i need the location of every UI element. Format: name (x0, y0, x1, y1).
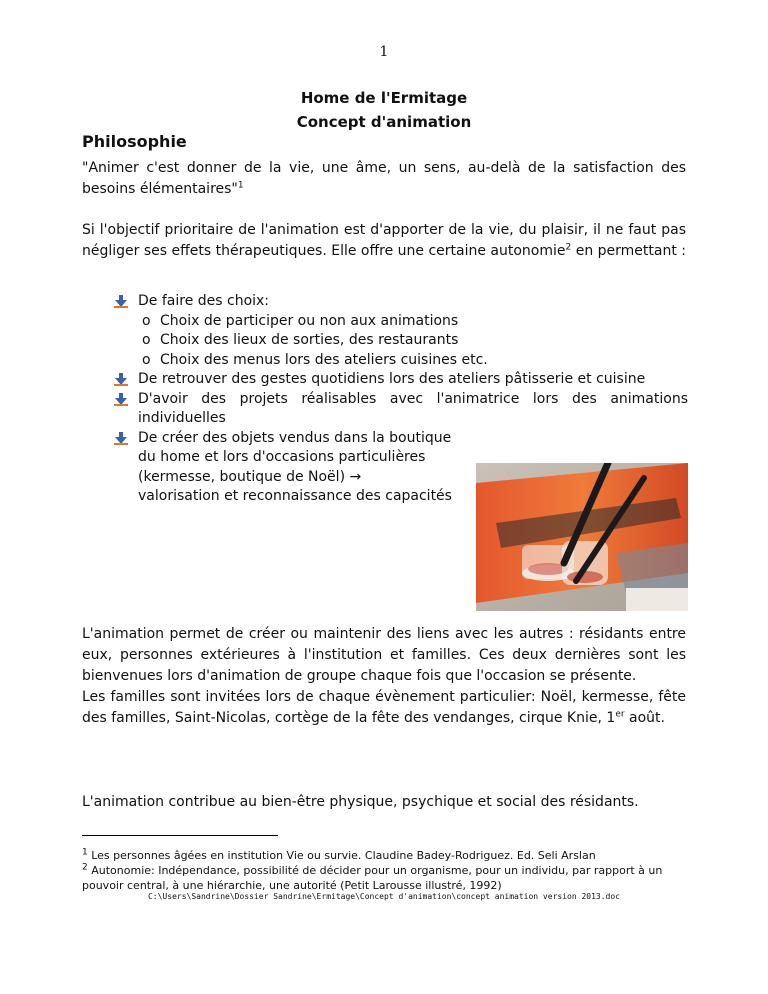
list-item-text: D'avoir des projets réalisables avec l'animatrice lors des animations individuelles (138, 390, 688, 426)
footnote-text: Autonomie: Indépendance, possibilité de décider pour un organisme, pour un individu, par rapport à un pouvoir central, à une hiérarchie, une autorité (Petit Larousse illustré, 1992) (82, 864, 663, 892)
circle-bullet-icon: o (142, 332, 151, 348)
footnote-separator (82, 835, 278, 836)
list-item-text: De créer des objets vendus dans la boutique du home et lors d'occasions particulières (kermesse, boutique de Noël) → (138, 429, 452, 485)
page-number: 1 (379, 44, 389, 60)
footnote-text: Les personnes âgées en institution Vie ou survie. Claudine Badey-Rodriguez. Ed. Seli Arslan (91, 849, 596, 862)
bullet-arrow-icon (114, 373, 128, 386)
paint-jars-photo (476, 463, 688, 611)
footer-file-path: C:\Users\Sandrine\Dossier Sandrine\Ermitage\Concept d'animation\concept animation version 2013.doc (147, 892, 620, 901)
date-number: 1 (606, 710, 616, 726)
list-item (112, 390, 688, 429)
circle-bullet-icon: o (142, 351, 151, 368)
footnote-number: 1 (82, 847, 88, 858)
footnotes (82, 848, 692, 893)
sub-list-item-text: Choix de participer ou non aux animations (160, 312, 459, 329)
footnote-1 (82, 848, 692, 863)
date-month: août. (629, 710, 665, 726)
sub-list-item-text: Choix des menus lors des ateliers cuisines etc. (160, 351, 488, 368)
footnote-ref-2[interactable]: 2 (565, 242, 572, 253)
list-item-text: De retrouver des gestes quotidiens lors des ateliers pâtisserie et cuisine (138, 371, 646, 387)
list-item (112, 292, 688, 312)
list-item (112, 429, 472, 507)
bullet-arrow-icon (114, 393, 128, 406)
title-line-1: Home de l'Ermitage (300, 89, 468, 107)
bullet-arrow-icon (114, 432, 128, 445)
list-item-text-continued: valorisation et reconnaissance des capacités (138, 488, 452, 504)
section-heading: Philosophie (82, 132, 187, 151)
closing-paragraph: L'animation contribue au bien-être physique, psychique et social des résidants. (82, 794, 639, 810)
list-item (112, 370, 688, 390)
relations-paragraph (82, 624, 686, 729)
paint-jars-image (476, 463, 688, 611)
circle-bullet-icon: o (142, 312, 151, 329)
title-line-2: Concept d'animation (296, 113, 472, 131)
sub-list-item (142, 331, 688, 351)
footnote-number: 2 (82, 862, 88, 873)
footnote-2 (82, 863, 692, 893)
sub-list-item (142, 312, 688, 332)
sub-list-item-text: Choix des lieux de sorties, des restaurants (160, 332, 459, 348)
bullet-arrow-icon (114, 295, 128, 308)
document-title (0, 86, 768, 134)
quote-paragraph (82, 158, 686, 200)
relations-text: L'animation permet de créer ou maintenir des liens avec les autres : résidants entre eux, personnes extérieures à l'institution et familles. Ces deux dernières sont les bienvenues lors d'animation de groupe chaque fois que l'occasion se présente. (82, 626, 686, 684)
quote-text: "Animer c'est donner de la vie, une âme, un sens, au-delà de la satisfaction des besoins élémentaires" (82, 160, 686, 197)
footnote-ref-1[interactable]: 1 (237, 180, 244, 191)
date-ordinal: er (615, 709, 625, 720)
families-text: Les familles sont invitées lors de chaque évènement particulier: Noël, kermesse, fête des familles, Saint-Nicolas, cortège de la fête des vendanges, cirque Knie, (82, 689, 686, 726)
intro-paragraph (82, 220, 686, 262)
intro-text-end: en permettant : (575, 243, 686, 259)
sub-list (142, 312, 688, 371)
intro-text: Si l'objectif prioritaire de l'animation est d'apporter de la vie, du plaisir, il ne faut pas négliger ses effets thérapeutiques. Elle offre une certaine autonomie (82, 222, 686, 259)
sub-list-item (142, 351, 688, 371)
list-item-text: De faire des choix: (138, 293, 270, 309)
